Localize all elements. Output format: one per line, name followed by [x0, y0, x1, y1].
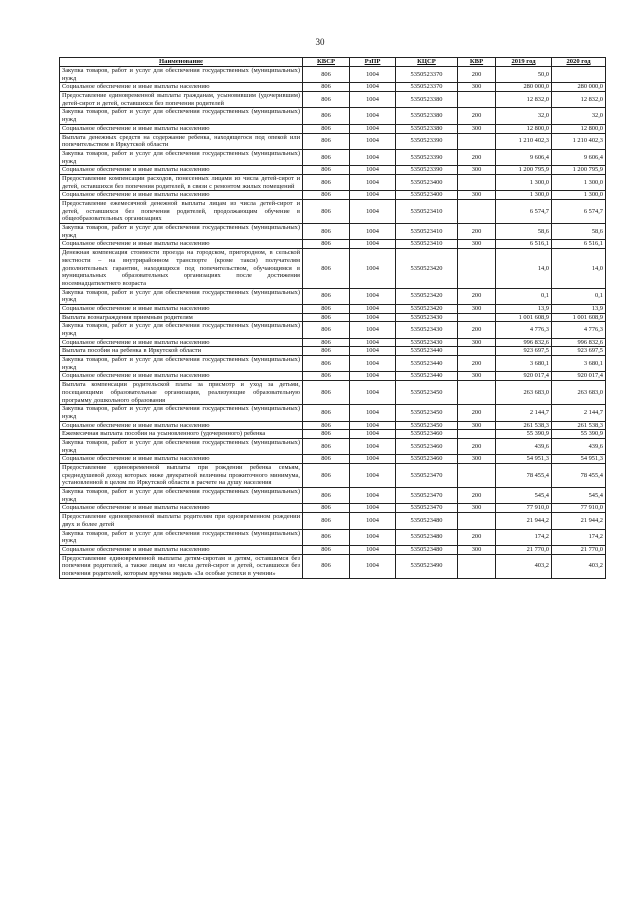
- cell-name: Социальное обеспечение и иные выплаты населению: [60, 338, 303, 347]
- cell-kvr: 300: [458, 504, 496, 513]
- cell-kvsr: 806: [303, 430, 350, 439]
- table-row: [60, 338, 606, 347]
- cell-2019: 50,0: [496, 67, 552, 83]
- table-row: [60, 545, 606, 554]
- cell-kcsr: 5350523420: [396, 304, 458, 313]
- cell-2020: 14,0: [552, 249, 606, 288]
- cell-kvsr: 806: [303, 381, 350, 405]
- cell-rzpr: 1004: [350, 430, 396, 439]
- cell-name: Социальное обеспечение и иные выплаты населению: [60, 191, 303, 200]
- cell-2019: 4 776,3: [496, 322, 552, 338]
- cell-2019: 12 800,0: [496, 124, 552, 133]
- cell-kvr: 200: [458, 224, 496, 240]
- cell-2019: 1 210 402,3: [496, 133, 552, 149]
- cell-kvr: 200: [458, 108, 496, 124]
- cell-kvr: 200: [458, 322, 496, 338]
- cell-rzpr: 1004: [350, 313, 396, 322]
- cell-2019: 280 000,0: [496, 83, 552, 92]
- header-name: Наименование: [60, 58, 303, 67]
- cell-name: Денежная компенсация стоимости проезда на городском, пригородном, в сельской местности – на внутрирайонном транспорте (кроме такси) получателям дополнительных гарантии, находящихся под попечительством, обучающимся в муниципальных образовательных организациях после достижения восемнадцатилетнего возраста: [60, 249, 303, 288]
- cell-2019: 923 697,5: [496, 347, 552, 356]
- cell-name: Закупка товаров, работ и услуг для обеспечения государственных (муниципальных) нужд: [60, 488, 303, 504]
- header-kvr: КВР: [458, 58, 496, 67]
- table-row: [60, 554, 606, 578]
- cell-kvsr: 806: [303, 338, 350, 347]
- cell-kcsr: 5350523440: [396, 356, 458, 372]
- cell-kvsr: 806: [303, 92, 350, 108]
- cell-rzpr: 1004: [350, 67, 396, 83]
- cell-rzpr: 1004: [350, 200, 396, 224]
- cell-2019: 0,1: [496, 288, 552, 304]
- cell-kvr: 300: [458, 372, 496, 381]
- cell-kvsr: 806: [303, 288, 350, 304]
- cell-2019: 78 455,4: [496, 464, 552, 488]
- cell-2019: 6 574,7: [496, 200, 552, 224]
- cell-2020: 21 770,0: [552, 545, 606, 554]
- cell-2019: 1 200 795,9: [496, 166, 552, 175]
- header-kvsr: КВСР: [303, 58, 350, 67]
- cell-kvr: [458, 133, 496, 149]
- cell-name: Предоставление единовременной выплаты при рождении ребенка семьям, среднедушевой доход которых ниже двукратной величины прожиточного минимума, установленной в целом по Иркутской области в расчете на душу населения: [60, 464, 303, 488]
- cell-kcsr: 5350523440: [396, 347, 458, 356]
- cell-name: Закупка товаров, работ и услуг для обеспечения государственных (муниципальных) нужд: [60, 288, 303, 304]
- cell-name: Социальное обеспечение и иные выплаты населению: [60, 83, 303, 92]
- cell-name: Закупка товаров, работ и услуг для обеспечения государственных (муниципальных) нужд: [60, 405, 303, 421]
- cell-2020: 21 944,2: [552, 513, 606, 529]
- cell-2020: 261 538,3: [552, 421, 606, 430]
- cell-rzpr: 1004: [350, 240, 396, 249]
- cell-name: Предоставление компенсации расходов, понесенных лицами из числа детей-сирот и детей, оставшихся без попечения родителей, в связи с ремонтом жилых помещений: [60, 174, 303, 190]
- cell-rzpr: 1004: [350, 124, 396, 133]
- cell-kvsr: 806: [303, 405, 350, 421]
- cell-rzpr: 1004: [350, 149, 396, 165]
- table-row: [60, 224, 606, 240]
- cell-2019: 58,6: [496, 224, 552, 240]
- cell-2019: 12 832,0: [496, 92, 552, 108]
- cell-kvsr: 806: [303, 356, 350, 372]
- cell-kvr: [458, 200, 496, 224]
- cell-kvsr: 806: [303, 124, 350, 133]
- cell-2019: 32,0: [496, 108, 552, 124]
- cell-rzpr: 1004: [350, 455, 396, 464]
- cell-kvsr: 806: [303, 224, 350, 240]
- cell-rzpr: 1004: [350, 513, 396, 529]
- table-row: [60, 108, 606, 124]
- table-row: [60, 313, 606, 322]
- cell-2020: 1 300,0: [552, 174, 606, 190]
- cell-kvsr: 806: [303, 67, 350, 83]
- table-row: [60, 200, 606, 224]
- cell-rzpr: 1004: [350, 166, 396, 175]
- table-row: [60, 356, 606, 372]
- cell-kvr: 200: [458, 149, 496, 165]
- cell-2020: 9 606,4: [552, 149, 606, 165]
- cell-rzpr: 1004: [350, 504, 396, 513]
- cell-2020: 6 574,7: [552, 200, 606, 224]
- cell-name: Закупка товаров, работ и услуг для обеспечения государственных (муниципальных) нужд: [60, 149, 303, 165]
- cell-2020: [552, 67, 606, 83]
- cell-rzpr: 1004: [350, 464, 396, 488]
- cell-kvr: 300: [458, 240, 496, 249]
- cell-kvr: [458, 174, 496, 190]
- cell-2019: 54 951,3: [496, 455, 552, 464]
- cell-kvsr: 806: [303, 322, 350, 338]
- cell-2020: 263 683,0: [552, 381, 606, 405]
- cell-rzpr: 1004: [350, 421, 396, 430]
- cell-rzpr: 1004: [350, 83, 396, 92]
- cell-rzpr: 1004: [350, 304, 396, 313]
- cell-name: Социальное обеспечение и иные выплаты населению: [60, 124, 303, 133]
- cell-kcsr: 5350523430: [396, 313, 458, 322]
- cell-kcsr: 5350523370: [396, 67, 458, 83]
- cell-kvr: 300: [458, 421, 496, 430]
- cell-2019: 261 538,3: [496, 421, 552, 430]
- cell-kcsr: 5350523390: [396, 166, 458, 175]
- table-row: [60, 304, 606, 313]
- cell-2020: 4 776,3: [552, 322, 606, 338]
- cell-rzpr: 1004: [350, 438, 396, 454]
- cell-kcsr: 5350523390: [396, 133, 458, 149]
- cell-2020: 3 680,1: [552, 356, 606, 372]
- cell-kcsr: 5350523450: [396, 421, 458, 430]
- cell-kcsr: 5350523470: [396, 504, 458, 513]
- header-rzpr: РзПР: [350, 58, 396, 67]
- cell-2019: 2 144,7: [496, 405, 552, 421]
- cell-2020: 0,1: [552, 288, 606, 304]
- cell-name: Социальное обеспечение и иные выплаты населению: [60, 372, 303, 381]
- cell-kvsr: 806: [303, 200, 350, 224]
- cell-kcsr: 5350523490: [396, 554, 458, 578]
- table-row: [60, 430, 606, 439]
- cell-rzpr: 1004: [350, 108, 396, 124]
- cell-rzpr: 1004: [350, 545, 396, 554]
- cell-name: Закупка товаров, работ и услуг для обеспечения государственных (муниципальных) нужд: [60, 322, 303, 338]
- cell-kvsr: 806: [303, 304, 350, 313]
- cell-name: Предоставление единовременной выплаты родителям при одновременном рождении двух и более детей: [60, 513, 303, 529]
- cell-kvr: [458, 347, 496, 356]
- cell-kvsr: 806: [303, 240, 350, 249]
- cell-rzpr: 1004: [350, 133, 396, 149]
- cell-kvr: 300: [458, 83, 496, 92]
- cell-2020: 1 001 608,9: [552, 313, 606, 322]
- cell-name: Социальное обеспечение и иные выплаты населению: [60, 545, 303, 554]
- cell-name: Социальное обеспечение и иные выплаты населению: [60, 166, 303, 175]
- cell-2020: 439,6: [552, 438, 606, 454]
- cell-kvr: [458, 249, 496, 288]
- cell-name: Закупка товаров, работ и услуг для обеспечения государственных (муниципальных) нужд: [60, 108, 303, 124]
- cell-2019: 920 017,4: [496, 372, 552, 381]
- cell-kvr: 300: [458, 191, 496, 200]
- cell-rzpr: 1004: [350, 347, 396, 356]
- cell-kcsr: 5350523420: [396, 288, 458, 304]
- cell-kcsr: 5350523430: [396, 338, 458, 347]
- cell-2019: 14,0: [496, 249, 552, 288]
- cell-name: Закупка товаров, работ и услуг для обеспечения государственных (муниципальных) нужд: [60, 356, 303, 372]
- cell-2020: 58,6: [552, 224, 606, 240]
- cell-kvr: [458, 92, 496, 108]
- cell-2019: 55 390,9: [496, 430, 552, 439]
- cell-2020: 12 832,0: [552, 92, 606, 108]
- cell-kvsr: 806: [303, 504, 350, 513]
- cell-rzpr: 1004: [350, 92, 396, 108]
- cell-kcsr: 5350523440: [396, 372, 458, 381]
- cell-kvsr: 806: [303, 166, 350, 175]
- header-2019: 2019 год: [496, 58, 552, 67]
- cell-rzpr: 1004: [350, 249, 396, 288]
- cell-kvr: [458, 554, 496, 578]
- table-row: [60, 288, 606, 304]
- table-row: [60, 381, 606, 405]
- cell-kcsr: 5350523390: [396, 149, 458, 165]
- table-row: [60, 124, 606, 133]
- table-row: [60, 464, 606, 488]
- table-row: [60, 166, 606, 175]
- cell-2020: 54 951,3: [552, 455, 606, 464]
- cell-kvsr: 806: [303, 488, 350, 504]
- table-row: [60, 92, 606, 108]
- cell-2019: 439,6: [496, 438, 552, 454]
- cell-name: Закупка товаров, работ и услуг для обеспечения государственных (муниципальных) нужд: [60, 529, 303, 545]
- cell-2019: 21 944,2: [496, 513, 552, 529]
- cell-name: Социальное обеспечение и иные выплаты населению: [60, 455, 303, 464]
- cell-rzpr: 1004: [350, 338, 396, 347]
- table-row: [60, 133, 606, 149]
- table-row: [60, 240, 606, 249]
- cell-2019: 263 683,0: [496, 381, 552, 405]
- cell-kvr: 200: [458, 356, 496, 372]
- cell-2020: 12 800,0: [552, 124, 606, 133]
- cell-kvr: [458, 513, 496, 529]
- cell-2020: 280 000,0: [552, 83, 606, 92]
- cell-kvr: 200: [458, 488, 496, 504]
- cell-2020: 77 910,0: [552, 504, 606, 513]
- cell-kvsr: 806: [303, 174, 350, 190]
- cell-name: Выплата компенсации родительской платы за присмотр и уход за детьми, посещающими образовательные организации, реализующие образовательную программу дошкольного образования: [60, 381, 303, 405]
- page-number: 30: [315, 37, 325, 47]
- cell-kcsr: 5350523430: [396, 322, 458, 338]
- cell-2020: 920 017,4: [552, 372, 606, 381]
- cell-kvsr: 806: [303, 529, 350, 545]
- cell-kvsr: 806: [303, 455, 350, 464]
- cell-kcsr: 5350523400: [396, 191, 458, 200]
- cell-rzpr: 1004: [350, 381, 396, 405]
- cell-name: Закупка товаров, работ и услуг для обеспечения государственных (муниципальных) нужд: [60, 438, 303, 454]
- cell-name: Выплата вознаграждения приемным родителям: [60, 313, 303, 322]
- cell-2019: 21 770,0: [496, 545, 552, 554]
- cell-kvsr: 806: [303, 464, 350, 488]
- cell-2020: 1 200 795,9: [552, 166, 606, 175]
- cell-2019: 1 300,0: [496, 191, 552, 200]
- cell-rzpr: 1004: [350, 288, 396, 304]
- table-row: [60, 322, 606, 338]
- cell-kvr: 200: [458, 529, 496, 545]
- cell-2019: 13,9: [496, 304, 552, 313]
- cell-2020: 996 832,6: [552, 338, 606, 347]
- header-2020: 2020 год: [552, 58, 606, 67]
- cell-kvsr: 806: [303, 313, 350, 322]
- cell-kcsr: 5350523470: [396, 464, 458, 488]
- cell-name: Социальное обеспечение и иные выплаты населению: [60, 240, 303, 249]
- cell-kcsr: 5350523410: [396, 224, 458, 240]
- cell-name: Социальное обеспечение и иные выплаты населению: [60, 421, 303, 430]
- cell-2020: 1 300,0: [552, 191, 606, 200]
- cell-kcsr: 5350523410: [396, 200, 458, 224]
- cell-kvr: 200: [458, 405, 496, 421]
- cell-kvsr: 806: [303, 191, 350, 200]
- cell-kvsr: 806: [303, 513, 350, 529]
- cell-rzpr: 1004: [350, 405, 396, 421]
- table-row: [60, 455, 606, 464]
- cell-name: Социальное обеспечение и иные выплаты населению: [60, 504, 303, 513]
- cell-name: Выплата денежных средств на содержание ребенка, находящегося под опекой или попечительством в Иркутской области: [60, 133, 303, 149]
- cell-kcsr: 5350523460: [396, 438, 458, 454]
- cell-kcsr: 5350523480: [396, 513, 458, 529]
- cell-kvr: [458, 464, 496, 488]
- cell-name: Закупка товаров, работ и услуг для обеспечения государственных (муниципальных) нужд: [60, 224, 303, 240]
- table-row: [60, 149, 606, 165]
- table-header-row: [60, 58, 606, 67]
- cell-2019: 9 606,4: [496, 149, 552, 165]
- cell-kcsr: 5350523450: [396, 405, 458, 421]
- cell-kcsr: 5350523480: [396, 545, 458, 554]
- table-row: [60, 372, 606, 381]
- cell-2020: 1 210 402,3: [552, 133, 606, 149]
- cell-name: Социальное обеспечение и иные выплаты населению: [60, 304, 303, 313]
- cell-kcsr: 5350523460: [396, 430, 458, 439]
- cell-kcsr: 5350523410: [396, 240, 458, 249]
- cell-2020: 174,2: [552, 529, 606, 545]
- cell-kvsr: 806: [303, 347, 350, 356]
- cell-rzpr: 1004: [350, 372, 396, 381]
- cell-rzpr: 1004: [350, 322, 396, 338]
- cell-kvr: 300: [458, 166, 496, 175]
- cell-kvsr: 806: [303, 133, 350, 149]
- cell-kvr: 200: [458, 288, 496, 304]
- cell-name: Предоставление ежемесячной денежной выплаты лицам из числа детей-сирот и детей, оставшихся без попечения родителей, продолжающим обучение в общеобразовательных организациях: [60, 200, 303, 224]
- cell-kcsr: 5350523480: [396, 529, 458, 545]
- cell-kvsr: 806: [303, 554, 350, 578]
- cell-name: Предоставление единовременной выплаты детям-сиротам и детям, оставшимся без попечения родителей, а также лицам из числа детей-сирот и детей, оставшихся без попечения родителей, которым вручена медаль «За особые успехи в учении»: [60, 554, 303, 578]
- cell-2020: 6 516,1: [552, 240, 606, 249]
- cell-2020: 923 697,5: [552, 347, 606, 356]
- table-row: [60, 174, 606, 190]
- cell-kvr: 200: [458, 438, 496, 454]
- table-row: [60, 67, 606, 83]
- cell-2019: 1 300,0: [496, 174, 552, 190]
- cell-kcsr: 5350523400: [396, 174, 458, 190]
- cell-kvr: 200: [458, 67, 496, 83]
- cell-kvsr: 806: [303, 249, 350, 288]
- table-row: [60, 83, 606, 92]
- cell-2019: 6 516,1: [496, 240, 552, 249]
- cell-kvsr: 806: [303, 149, 350, 165]
- cell-2019: 996 832,6: [496, 338, 552, 347]
- cell-2019: 1 001 608,9: [496, 313, 552, 322]
- budget-table: [59, 57, 606, 579]
- cell-kcsr: 5350523380: [396, 108, 458, 124]
- cell-kvr: 300: [458, 338, 496, 347]
- cell-2020: 32,0: [552, 108, 606, 124]
- cell-2020: 545,4: [552, 488, 606, 504]
- cell-rzpr: 1004: [350, 488, 396, 504]
- table-row: [60, 529, 606, 545]
- cell-kvr: 300: [458, 304, 496, 313]
- cell-name: Ежемесячная выплата пособия на усыновленного (удочеренного) ребенка: [60, 430, 303, 439]
- cell-kvsr: 806: [303, 438, 350, 454]
- table-row: [60, 249, 606, 288]
- cell-rzpr: 1004: [350, 191, 396, 200]
- cell-kvr: 300: [458, 455, 496, 464]
- cell-name: Закупка товаров, работ и услуг для обеспечения государственных (муниципальных) нужд: [60, 67, 303, 83]
- cell-2020: 13,9: [552, 304, 606, 313]
- cell-2019: 77 910,0: [496, 504, 552, 513]
- cell-kvsr: 806: [303, 372, 350, 381]
- cell-kcsr: 5350523450: [396, 381, 458, 405]
- cell-2019: 3 680,1: [496, 356, 552, 372]
- cell-2020: 78 455,4: [552, 464, 606, 488]
- cell-rzpr: 1004: [350, 174, 396, 190]
- cell-rzpr: 1004: [350, 356, 396, 372]
- table-row: [60, 347, 606, 356]
- cell-kvr: 300: [458, 545, 496, 554]
- cell-kvr: [458, 430, 496, 439]
- table-row: [60, 438, 606, 454]
- cell-2019: 174,2: [496, 529, 552, 545]
- cell-name: Выплата пособия на ребенка в Иркутской области: [60, 347, 303, 356]
- table-row: [60, 513, 606, 529]
- cell-rzpr: 1004: [350, 224, 396, 240]
- cell-kvsr: 806: [303, 83, 350, 92]
- cell-name: Предоставление единовременной выплаты гражданам, усыновившим (удочерившим) детей-сирот и детей, оставшихся без попечения родителей: [60, 92, 303, 108]
- table-row: [60, 421, 606, 430]
- cell-rzpr: 1004: [350, 529, 396, 545]
- cell-kcsr: 5350523380: [396, 124, 458, 133]
- cell-kvsr: 806: [303, 545, 350, 554]
- cell-kcsr: 5350523420: [396, 249, 458, 288]
- cell-kvr: [458, 381, 496, 405]
- cell-2020: 2 144,7: [552, 405, 606, 421]
- cell-rzpr: 1004: [350, 554, 396, 578]
- cell-2020: 403,2: [552, 554, 606, 578]
- table-row: [60, 191, 606, 200]
- cell-kvsr: 806: [303, 108, 350, 124]
- table-row: [60, 405, 606, 421]
- header-kcsr: КЦСР: [396, 58, 458, 67]
- cell-kvr: 300: [458, 124, 496, 133]
- cell-kcsr: 5350523460: [396, 455, 458, 464]
- cell-kcsr: 5350523470: [396, 488, 458, 504]
- cell-2019: 403,2: [496, 554, 552, 578]
- cell-kcsr: 5350523380: [396, 92, 458, 108]
- cell-2019: 545,4: [496, 488, 552, 504]
- table-row: [60, 504, 606, 513]
- cell-2020: 55 390,9: [552, 430, 606, 439]
- cell-kcsr: 5350523370: [396, 83, 458, 92]
- cell-kvr: [458, 313, 496, 322]
- table-row: [60, 488, 606, 504]
- cell-kvsr: 806: [303, 421, 350, 430]
